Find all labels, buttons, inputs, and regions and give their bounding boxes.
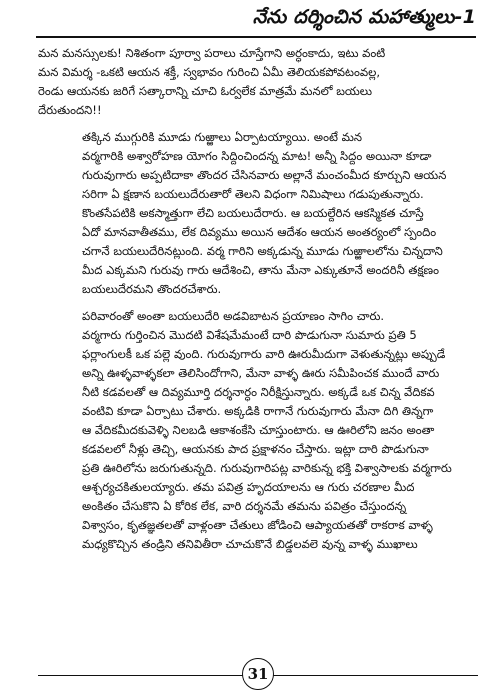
text-line: రెండు ఆయనకు జరిగే సత్కారాన్ని చూచి ఓర్వలేక మాత్రమే మనలో బయలు — [38, 84, 373, 98]
text-line: తక్కిన ముగ్గురికి మూడు గుఱ్ఱాలు ఏర్పాటయ్యాయి. అంటే మన — [82, 130, 363, 144]
text-line: వంటివి కూడా ఏర్పాటు చేశారు. అక్కడికి రాగానే గురువుగారు మేనా దిగి తిన్నగా — [82, 404, 434, 418]
text-line: ఆ వేదికమీదకువెళ్ళి నిలబడి ఆకాశంకేసి చూస్తుంటారు. ఆ ఊరిలోని జనం అంతా — [82, 423, 435, 437]
text-line: మీద ఎక్కమని గురువు గారు ఆదేశించి, తాను మేనా ఎక్కుతూనే అందరినీ తక్షణం — [82, 263, 439, 277]
text-line: మన మనస్సులకు! నిశితంగా పూర్వా పరాలు చూస్తేగాని అర్ధంకాదు, ఇటు వంటి — [38, 46, 386, 60]
text-line: దేరుతుందని!! — [38, 103, 102, 117]
text-line: ప్రతి ఊరిలోను జరుగుతున్నది. గురువుగారిపట్ల వారికున్న భక్తి విశ్వాసాలకు వర్మగారు — [82, 461, 452, 475]
text-line: నీటి కడవలతో ఆ దివ్యమూర్తి దర్శనార్ధం నిరీక్షిస్తున్నారు. అక్కడే ఒక చిన్న వేదికవ — [82, 385, 435, 399]
text-line: కొంతసేపటికి అకస్మాత్తుగా లేచి బయలుదేరారు. ఆ బయల్దేరిన ఆకస్మికత చూస్తే — [82, 206, 424, 220]
body-text — [38, 44, 478, 562]
paragraph — [38, 44, 478, 120]
text-line: బయలుదేరమని తొందరచేశారు. — [82, 282, 222, 296]
text-line: ఫర్లాంగులకీ ఒక పల్లె వుంది. గురువుగారు వారి ఊరుమీదుగా వెళుతున్నట్లు అప్పుడే — [82, 347, 446, 361]
page-footer — [38, 658, 478, 692]
header-rule — [36, 36, 476, 38]
text-line: ఆశ్చర్యచకితులయ్యారు. తమ పవిత్ర హృదయాలను ఆ గురు చరణాల మీద — [82, 480, 415, 494]
text-line: ఏదో మానవాతీతము, లేక దివ్యము అయిన ఆదేశం ఆయన అంతర్యంలో స్పందిం — [82, 225, 437, 239]
text-line: వర్మగారికి అశ్వారోహణ యోగం సిద్దించిందన్న మాట! అన్నీ సిద్దం అయినా కూడా — [82, 149, 432, 163]
book-title: నేను దర్శించిన మహాత్ములు-1 — [252, 6, 476, 28]
running-header — [36, 6, 476, 40]
paragraph — [38, 128, 478, 299]
text-line: గురువుగారు అప్పటిదాకా తొందర చేసినవారు అల్లానే మంచంమీద కూర్చుని ఆయన — [82, 168, 447, 182]
paragraph — [38, 307, 478, 554]
text-line: పరివారంతో అంతా బయలుదేరి అడవిబాటన ప్రయాణం సాగిం చారు. — [82, 309, 385, 323]
text-line: వర్మగారు గుర్తించిన మొదటి విశేషమేమంటే దారి పొడుగునా సుమారు ప్రతి 5 — [82, 328, 417, 342]
page-number: 31 — [242, 658, 274, 690]
text-line: అంకితం చేసుకొని ఏ కోరిక లేక, వారి దర్శనమే తమను పవిత్రం చేస్తుందన్న — [82, 499, 407, 513]
text-line: చగానే బయలుదేరినట్లుంది. వర్మ గారిని అక్కడున్న మూడు గుఱ్ఱాలలోను చిన్నదాని — [82, 244, 443, 258]
text-line: సరిగా ఏ క్షణాన బయలుదేరుతారో తెలని విధంగా నిమిషాలు గడుపుతున్నారు. — [82, 187, 424, 201]
text-line: కడవలలో నీళ్లు తెచ్చి, ఆయనకు పాద ప్రక్షాళనం చేస్తారు. ఇట్లా దారి పొడుగునా — [82, 442, 429, 456]
text-line: విశ్వాసం, కృతజ్ఞతలతో వాళ్లంతా చేతులు జోడించి ఆప్యాయతతో రాకరాక వాళ్ళ — [82, 518, 433, 532]
text-line: అన్ని ఊళ్ళవాళ్ళకలా తెలిసిందోగాని, మేనా వాళ్ళ ఊరు సమీపించక ముందే వారు — [82, 366, 440, 380]
text-line: మన విమర్శ -ఒకటి ఆయన శక్తీ, స్వభావం గురించి ఏమీ తెలియకపోవటంవల్ల, — [38, 65, 381, 79]
text-line: మధ్యకొచ్చిన తండ్రిని తనివితీరా చూచుకొనే బిడ్డలవలె వున్న వాళ్ళ ముఖాలు — [82, 537, 418, 551]
